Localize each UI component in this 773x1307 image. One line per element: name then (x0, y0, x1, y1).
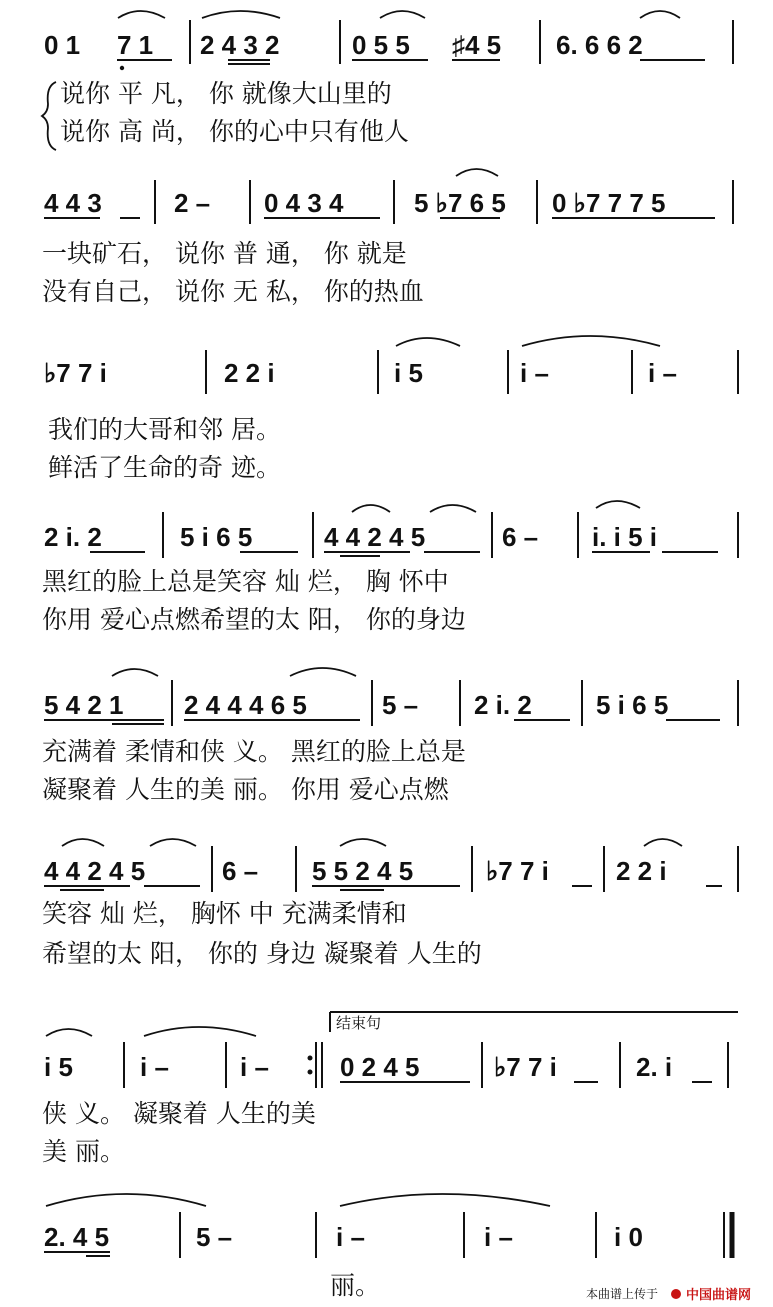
slur (596, 501, 640, 508)
lyric-row4-verse1: 黑红的脸上总是笑容 灿 烂， 胸 怀中 (42, 567, 449, 596)
lyric-row8: 丽。 (330, 1271, 381, 1300)
score-row-6 (42, 839, 738, 968)
score-row-5 (42, 668, 738, 804)
notes-row8-m1: 2. 4 5 (44, 1222, 110, 1252)
lyric-row6-verse2: 希望的太 阳， 你的 身边 凝聚着 人生的 (42, 939, 482, 968)
notes-row8-m5: i 0 (614, 1222, 643, 1252)
notes-row8-m2: 5 – (196, 1222, 233, 1252)
slur (430, 505, 476, 512)
notes-row1-m3: 2 4 3 2 (200, 30, 280, 60)
notes-row6-m1: 4 4 2 4 5 (44, 856, 146, 886)
notes-row6-m3: 5 5 2 4 5 (312, 856, 414, 886)
lyric-row1-verse2: 说你 高 尚， 你的心中只有他人 (60, 117, 409, 146)
lyric-row5-verse1: 充满着 柔情和侠 义。 黑红的脸上总是 (42, 737, 466, 766)
notes-row7-m4: 0 2 4 5 (340, 1052, 420, 1082)
score-row-2 (42, 169, 733, 306)
notes-row7-m3: i – (240, 1052, 269, 1082)
notes-row7-m6: 2. i (636, 1052, 673, 1082)
lyric-row5-verse2: 凝聚着 人生的美 丽。 你用 爱心点燃 (42, 775, 449, 804)
repeat-dot (308, 1056, 313, 1061)
notes-row4-m4: 6 – (502, 522, 539, 552)
slur (456, 169, 498, 176)
notes-row6-m5: 2 2 i (616, 856, 667, 886)
lyric-row7-verse1: 侠 义。 凝聚着 人生的美 (42, 1099, 316, 1128)
slur (144, 1027, 256, 1036)
score-row-3 (44, 336, 738, 482)
score-row-8 (44, 1194, 732, 1300)
score-row-7 (42, 1012, 738, 1166)
notes-row5-m1: 5 4 2 1 (44, 690, 124, 720)
verse-brace (42, 82, 56, 150)
slur (380, 11, 425, 18)
notes-row6-m2: 6 – (222, 856, 259, 886)
notes-row7-m5: ♭7 7 i (494, 1052, 557, 1082)
notes-row2-m3: 0 4 3 4 (264, 188, 344, 218)
slur (640, 11, 680, 18)
notes-row1-m2: 7 1 (117, 30, 154, 60)
slur (46, 1194, 206, 1206)
lyric-row3-verse2: 鲜活了生命的奇 迹。 (48, 453, 281, 482)
notes-row4-m3: 4 4 2 4 5 (324, 522, 426, 552)
slur (340, 1194, 550, 1206)
repeat-dot (308, 1070, 313, 1075)
notes-row7-m2: i – (140, 1052, 169, 1082)
footer-upload-text: 本曲谱上传于 (586, 1287, 659, 1301)
slur (644, 839, 682, 846)
site-logo-icon (671, 1289, 681, 1299)
notes-row2-m5: 0 ♭7 7 7 5 (552, 188, 666, 218)
notes-row7-m1: i 5 (44, 1052, 73, 1082)
notes-row1-m1: 0 1 (44, 30, 81, 60)
score-row-4 (42, 501, 738, 634)
slur (202, 11, 280, 18)
lyric-row1-verse1: 说你 平 凡， 你 就像大山里的 (60, 79, 392, 108)
notes-row5-m3: 5 – (382, 690, 419, 720)
watermark-footer (586, 1286, 751, 1303)
slur (522, 336, 660, 346)
slur (290, 668, 356, 676)
slur (340, 839, 386, 846)
slur (46, 1029, 92, 1036)
notes-row4-m2: 5 i 6 5 (180, 522, 253, 552)
slur (352, 505, 390, 512)
score-row-1 (42, 11, 733, 150)
slur (62, 839, 104, 846)
slur (112, 669, 158, 676)
lyric-row6-verse1: 笑容 灿 烂， 胸怀 中 充满柔情和 (42, 899, 407, 928)
notes-row5-m2: 2 4 4 4 6 5 (184, 690, 307, 720)
notes-row3-m5: i – (648, 358, 677, 388)
slur (396, 338, 460, 346)
notes-row3-m3: i 5 (394, 358, 423, 388)
notes-row8-m4: i – (484, 1222, 513, 1252)
notes-row1-m4: 0 5 5 (352, 30, 410, 60)
lyric-row2-verse1: 一块矿石， 说你 普 通， 你 就是 (42, 239, 407, 268)
ending-label: 结束句 (336, 1014, 382, 1032)
notes-row2-m4: 5 ♭7 6 5 (414, 188, 506, 218)
notes-row1-m6: 6. 6 6 2 (556, 30, 643, 60)
notes-row5-m4: 2 i. 2 (474, 690, 532, 720)
footer-site-name: 中国曲谱网 (686, 1288, 752, 1303)
notes-row4-m5: i. i 5 i (592, 522, 658, 552)
octave-dot (120, 66, 124, 70)
notes-row3-m2: 2 2 i (224, 358, 275, 388)
lyric-row4-verse2: 你用 爱心点燃希望的太 阳， 你的身边 (42, 605, 466, 634)
notes-row4-m1: 2 i. 2 (44, 522, 102, 552)
notes-row1-m5: ♯4 5 (452, 30, 502, 60)
notes-row5-m5: 5 i 6 5 (596, 690, 669, 720)
slur (118, 11, 165, 18)
notes-row2-m2: 2 – (174, 188, 211, 218)
notes-row3-m1: ♭7 7 i (44, 358, 107, 388)
notes-row8-m3: i – (336, 1222, 365, 1252)
lyric-row3-verse1: 我们的大哥和邻 居。 (48, 415, 281, 444)
lyric-row2-verse2: 没有自己， 说你 无 私， 你的热血 (42, 277, 424, 306)
notes-row3-m4: i – (520, 358, 549, 388)
notes-row2-m1: 4 4 3 (44, 188, 102, 218)
lyric-row7-verse2: 美 丽。 (42, 1137, 125, 1166)
notes-row6-m4: ♭7 7 i (486, 856, 549, 886)
slur (150, 839, 196, 846)
